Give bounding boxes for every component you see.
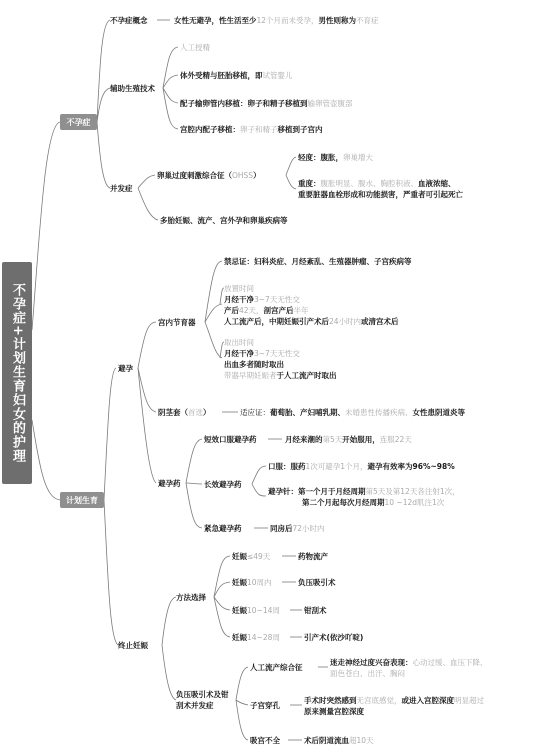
- node-family-planning: 计划生育: [60, 492, 104, 508]
- short-pill-label: 短效口服避孕药: [204, 435, 257, 444]
- method-2-result: 负压吸引术: [298, 578, 336, 587]
- method-1-result: 药物流产: [298, 552, 328, 561]
- condom-label: 阴茎套（首选）: [158, 408, 211, 417]
- iud-put-heading: 放置时间: [224, 284, 254, 293]
- method-label: 方法选择: [176, 593, 206, 602]
- art-item-1: 人工授精: [180, 43, 210, 52]
- pill-label: 避孕药: [158, 479, 181, 488]
- emergency-pill-text: 同房后72小时内: [270, 524, 325, 533]
- root-node: 不孕症+计划生育妇女的护理: [2, 262, 32, 484]
- multi-pregnancy: 多胎妊娠、流产、宫外孕和卵巢疾病等: [160, 216, 288, 225]
- art-item-4: 宫腔内配子移植：卵子和精子移植到子宫内: [180, 125, 323, 134]
- compl-1-text-2: 面色苍白、出汗、胸闷: [330, 669, 405, 678]
- art-item-2: 体外受精与胚胎移植，即试管婴儿: [180, 71, 293, 80]
- concept-text: 女性无避孕，性生活至少12个月而未受孕，男性则称为不育症: [174, 16, 379, 25]
- ohss-label: 卵巢过度刺激综合征（OHSS）: [157, 171, 261, 180]
- iud-remove-heading: 取出时间: [224, 338, 254, 347]
- method-4: 妊娠14~28周: [232, 633, 280, 642]
- complication-label: 并发症: [110, 184, 133, 193]
- ohss-severe: 重度：腹胀明显、腹水、胸腔积液、血液浓缩、: [298, 179, 456, 188]
- iud-remove-2: 出血多者随时取出: [224, 360, 284, 369]
- iud-put-3: 人工流产后，中期妊娠引产术后24小时内或清宫术后: [224, 317, 399, 326]
- compl-3-text: 术后阴道流血超10天: [304, 736, 374, 745]
- node-infertility: 不孕症: [60, 114, 97, 130]
- contraception-label: 避孕: [118, 364, 133, 373]
- emergency-pill-label: 紧急避孕药: [204, 524, 242, 533]
- method-2: 妊娠10周内: [232, 578, 272, 587]
- compl-1-label: 人工流产综合征: [250, 663, 303, 672]
- compl-2-text-2: 原来测量宫腔深度: [304, 707, 364, 716]
- art-item-3: 配子输卵管内移植：卵子和精子移植到输卵管壶腹部: [180, 99, 353, 108]
- method-1: 妊娠≤49天: [232, 552, 271, 561]
- iud-remove-3: 带器早期妊娠者于人工流产时取出: [224, 371, 337, 380]
- long-pill-injection-2: 第二个月起每次月经周期10 ~12d肌注1次: [302, 498, 445, 507]
- compl-2-label: 子宫穿孔: [250, 701, 280, 710]
- method-3-result: 钳刮术: [304, 606, 327, 615]
- method-3: 妊娠10~14周: [232, 606, 280, 615]
- long-pill-injection: 避孕针：第一个月于月经周期第5天及第12天各注射1次，: [268, 487, 460, 496]
- iud-put-2: 产后42天，剖宫产后半年: [224, 306, 309, 315]
- short-pill-text: 月经来潮的第5天开始服用，连服22天: [285, 435, 412, 444]
- long-pill-oral: 口服：服药1次可避孕1个月，避孕有效率为96%~98%: [268, 462, 455, 471]
- concept-label: 不孕症概念: [110, 16, 148, 25]
- iud-remove-1: 月经干净3~7天无性交: [224, 349, 300, 358]
- compl-3-label: 吸宫不全: [250, 736, 280, 745]
- condom-indication: 适应证：葡萄胎、产妇哺乳期、未婚患性传播疾病、女性患阴道炎等: [240, 408, 465, 417]
- compl-1-text: 迷走神经过度兴奋表现：心动过缓、血压下降、: [330, 658, 488, 667]
- ohss-severe-2: 重要脏器血栓形成和功能损害，严重者可引起死亡: [298, 190, 463, 199]
- method-4-result: 引产术(依沙吖啶): [304, 633, 364, 642]
- iud-put-1: 月经干净3~7天无性交: [224, 295, 300, 304]
- complication2-label: 负压吸引术及钳刮术并发症: [176, 690, 229, 710]
- compl-2-text: 手术时突然感到无宫底感觉，或进入宫腔深度明显超过: [304, 696, 484, 705]
- art-label: 辅助生殖技术: [110, 84, 155, 93]
- iud-contraindication: 禁忌证：妇科炎症、月经紊乱、生殖器肿瘤、子宫疾病等: [224, 257, 412, 266]
- ohss-mild: 轻度：腹胀，卵巢增大: [298, 153, 373, 162]
- termination-label: 终止妊娠: [118, 641, 148, 650]
- iud-label: 宫内节育器: [158, 318, 196, 327]
- long-pill-label: 长效避孕药: [204, 480, 242, 489]
